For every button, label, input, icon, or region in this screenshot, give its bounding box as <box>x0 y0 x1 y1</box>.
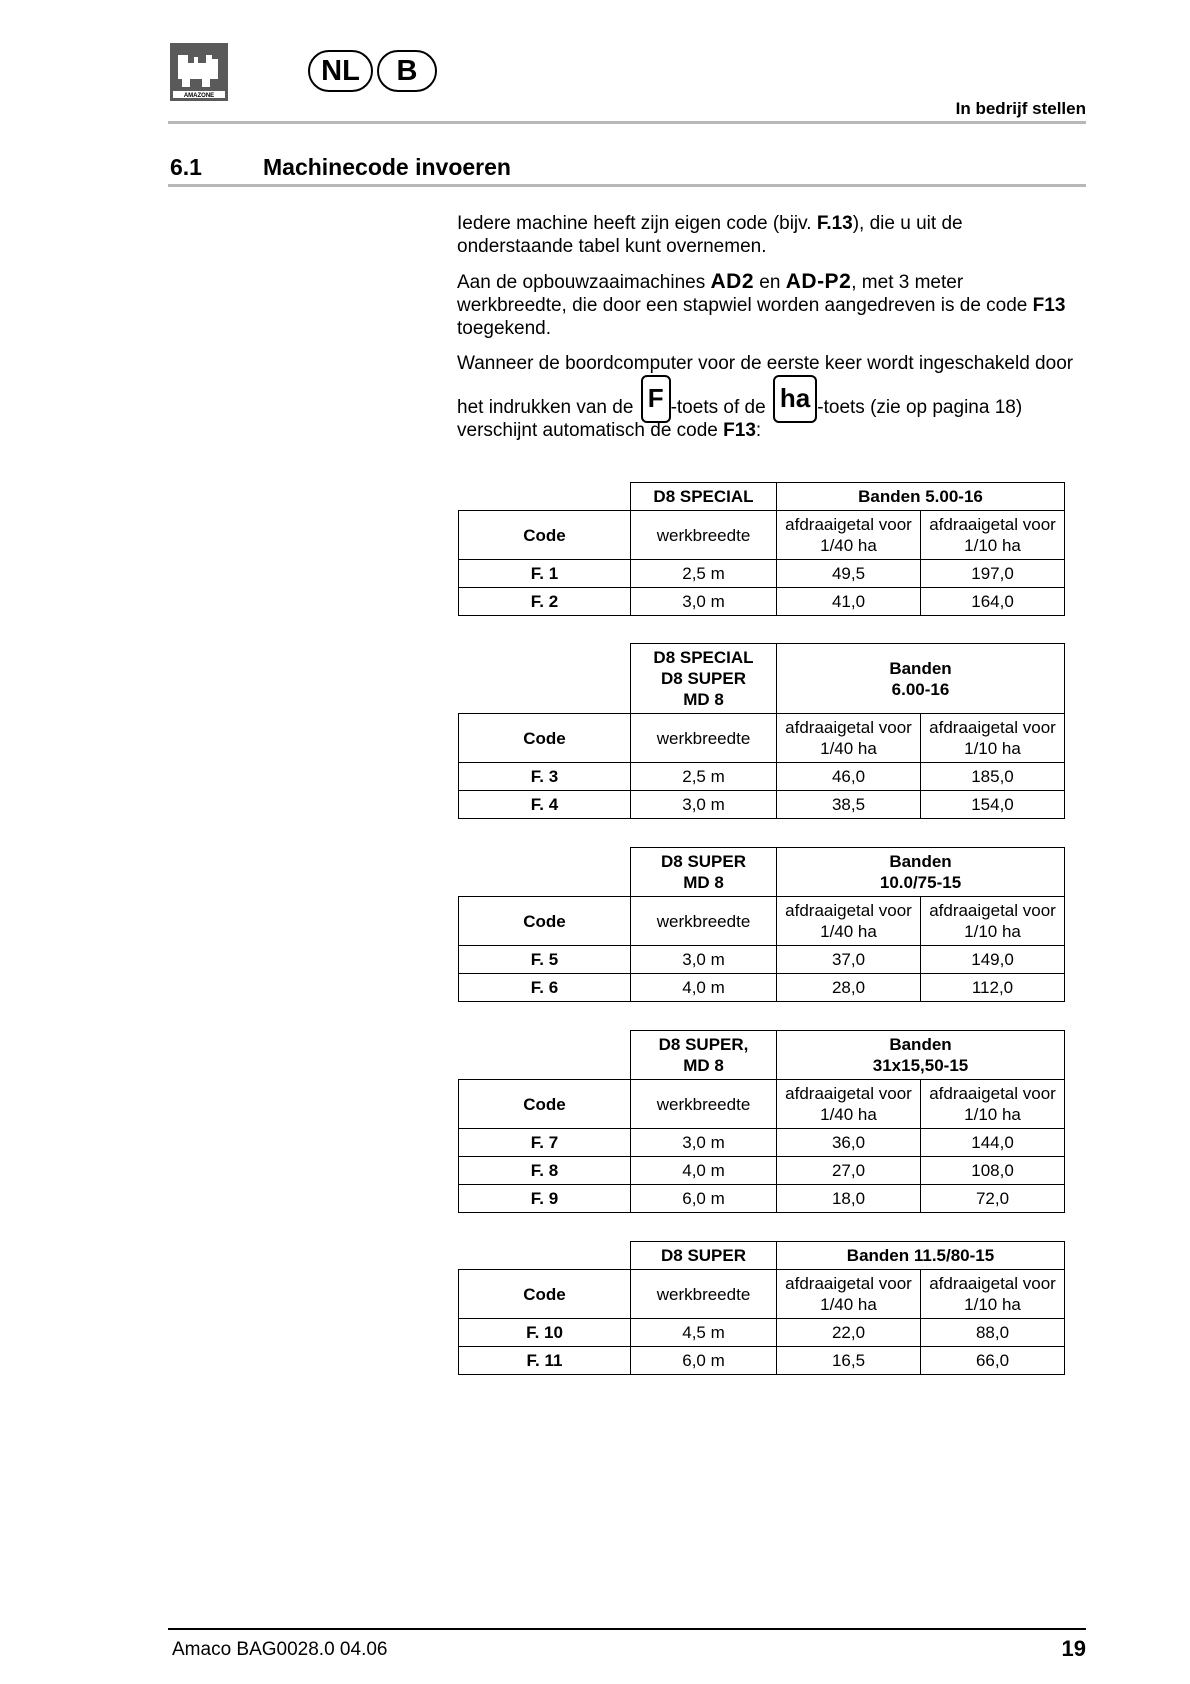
machine-code-table <box>458 1241 1065 1375</box>
rev10-header: afdraaigetal voor 1/10 ha <box>921 1270 1065 1319</box>
code-header: Code <box>459 714 631 763</box>
model-cell: D8 SUPER MD 8 <box>631 848 777 897</box>
table-cell <box>459 848 631 897</box>
machine-code-table <box>458 643 1065 819</box>
table-cell: 3,0 m <box>631 791 777 819</box>
table-cell: 3,0 m <box>631 946 777 974</box>
table-cell <box>459 1242 631 1270</box>
model-cell: D8 SUPER <box>631 1242 777 1270</box>
table-cell: 66,0 <box>921 1347 1065 1375</box>
table-cell: 3,0 m <box>631 1129 777 1157</box>
table-cell: 46,0 <box>777 763 921 791</box>
table-cell: 38,5 <box>777 791 921 819</box>
table-cell: 88,0 <box>921 1319 1065 1347</box>
table-cell: F. 1 <box>459 560 631 588</box>
table-cell: F. 5 <box>459 946 631 974</box>
table-cell: 72,0 <box>921 1185 1065 1213</box>
page-number: 19 <box>1061 1636 1086 1661</box>
table-cell: F. 6 <box>459 974 631 1002</box>
amazone-logo <box>170 43 228 101</box>
table-cell: F. 10 <box>459 1319 631 1347</box>
table-cell: 144,0 <box>921 1129 1065 1157</box>
table-cell: 149,0 <box>921 946 1065 974</box>
country-code-nl: NL <box>308 50 373 92</box>
table-cell: F. 8 <box>459 1157 631 1185</box>
paragraph-2: Aan de opbouwzaaimachines AD2 en AD-P2, met 3 meter werkbreedte, die door een stapwiel worden aangedreven is de code F13 toegekend. <box>457 270 1066 339</box>
table-cell: 27,0 <box>777 1157 921 1185</box>
rev40-header: afdraaigetal voor 1/40 ha <box>777 714 921 763</box>
model-cell: D8 SPECIAL <box>631 483 777 511</box>
table-row <box>459 1319 1065 1347</box>
table-cell: 2,5 m <box>631 560 777 588</box>
table-cell: F. 11 <box>459 1347 631 1375</box>
tyres-cell: Banden 10.0/75-15 <box>777 848 1065 897</box>
tyres-cell: Banden 6.00-16 <box>777 644 1065 714</box>
model-ad-p2: AD-P2 <box>785 270 852 293</box>
table-row <box>459 1347 1065 1375</box>
table-cell: 4,5 m <box>631 1319 777 1347</box>
table-cell: 49,5 <box>777 560 921 588</box>
table-cell: 112,0 <box>921 974 1065 1002</box>
table-cell: 4,0 m <box>631 974 777 1002</box>
model-cell: D8 SUPER, MD 8 <box>631 1031 777 1080</box>
table-row <box>459 974 1065 1002</box>
paragraph-3: Wanneer de boordcomputer voor de eerste keer wordt ingeschakeld door het indrukken van de F -toets of de ha -toets (zie op pagina 18) verschijnt automatisch de code F13: <box>457 353 1074 441</box>
width-header: werkbreedte <box>631 714 777 763</box>
table-cell: 22,0 <box>777 1319 921 1347</box>
table-cell: 37,0 <box>777 946 921 974</box>
rev40-header: afdraaigetal voor 1/40 ha <box>777 1270 921 1319</box>
machine-code-table <box>458 1030 1065 1213</box>
width-header: werkbreedte <box>631 897 777 946</box>
rev40-header: afdraaigetal voor 1/40 ha <box>777 1080 921 1129</box>
code-header: Code <box>459 1080 631 1129</box>
tyres-cell: Banden 5.00-16 <box>777 483 1065 511</box>
table-cell: 164,0 <box>921 588 1065 616</box>
table-cell: 28,0 <box>777 974 921 1002</box>
table-cell: 154,0 <box>921 791 1065 819</box>
table-cell: F. 7 <box>459 1129 631 1157</box>
table-cell: F. 3 <box>459 763 631 791</box>
table-row <box>459 1129 1065 1157</box>
width-header: werkbreedte <box>631 1270 777 1319</box>
rev10-header: afdraaigetal voor 1/10 ha <box>921 1080 1065 1129</box>
table-cell: 3,0 m <box>631 588 777 616</box>
table-row <box>459 763 1065 791</box>
code-header: Code <box>459 897 631 946</box>
table-row <box>459 588 1065 616</box>
table-cell: 36,0 <box>777 1129 921 1157</box>
document-reference: Amaco BAG0028.0 04.06 <box>172 1639 388 1660</box>
machine-code-table <box>458 482 1065 616</box>
rev40-header: afdraaigetal voor 1/40 ha <box>777 897 921 946</box>
chapter-rule <box>168 184 1086 187</box>
table-cell: 18,0 <box>777 1185 921 1213</box>
rev10-header: afdraaigetal voor 1/10 ha <box>921 714 1065 763</box>
table-cell: 4,0 m <box>631 1157 777 1185</box>
table-row <box>459 1157 1065 1185</box>
table-cell: 41,0 <box>777 588 921 616</box>
table-cell: 6,0 m <box>631 1347 777 1375</box>
rev10-header: afdraaigetal voor 1/10 ha <box>921 897 1065 946</box>
table-row <box>459 560 1065 588</box>
country-code-b: B <box>377 50 437 92</box>
code-header: Code <box>459 1270 631 1319</box>
rev40-header: afdraaigetal voor 1/40 ha <box>777 511 921 560</box>
f-key-icon: F <box>641 375 671 423</box>
table-row <box>459 946 1065 974</box>
table-row <box>459 1185 1065 1213</box>
table-cell: F. 9 <box>459 1185 631 1213</box>
header-rule <box>168 121 1086 124</box>
chapter-number: 6.1 <box>170 154 202 180</box>
table-cell: F. 4 <box>459 791 631 819</box>
ha-key-icon: ha <box>773 375 817 423</box>
code-header: Code <box>459 511 631 560</box>
table-row <box>459 791 1065 819</box>
table-cell: 185,0 <box>921 763 1065 791</box>
tyres-cell: Banden 11.5/80-15 <box>777 1242 1065 1270</box>
table-cell: F. 2 <box>459 588 631 616</box>
section-header: In bedrijf stellen <box>955 99 1086 118</box>
body-text <box>457 212 1077 454</box>
table-cell <box>459 644 631 714</box>
logo-text: AMAZONE <box>183 93 215 99</box>
rev10-header: afdraaigetal voor 1/10 ha <box>921 511 1065 560</box>
paragraph-1: Iedere machine heeft zijn eigen code (bijv. F.13), die u uit de onderstaande tabel kunt overnemen. <box>457 213 963 257</box>
table-cell: 2,5 m <box>631 763 777 791</box>
table-cell: 108,0 <box>921 1157 1065 1185</box>
width-header: werkbreedte <box>631 511 777 560</box>
table-cell: 197,0 <box>921 560 1065 588</box>
model-ad2: AD2 <box>710 270 755 293</box>
table-cell <box>459 483 631 511</box>
chapter-title: Machinecode invoeren <box>263 154 511 180</box>
footer-rule <box>168 1628 1086 1630</box>
table-cell: 16,5 <box>777 1347 921 1375</box>
width-header: werkbreedte <box>631 1080 777 1129</box>
table-cell: 6,0 m <box>631 1185 777 1213</box>
table-cell <box>459 1031 631 1080</box>
model-cell: D8 SPECIAL D8 SUPER MD 8 <box>631 644 777 714</box>
tyres-cell: Banden 31x15,50-15 <box>777 1031 1065 1080</box>
machine-code-table <box>458 847 1065 1002</box>
